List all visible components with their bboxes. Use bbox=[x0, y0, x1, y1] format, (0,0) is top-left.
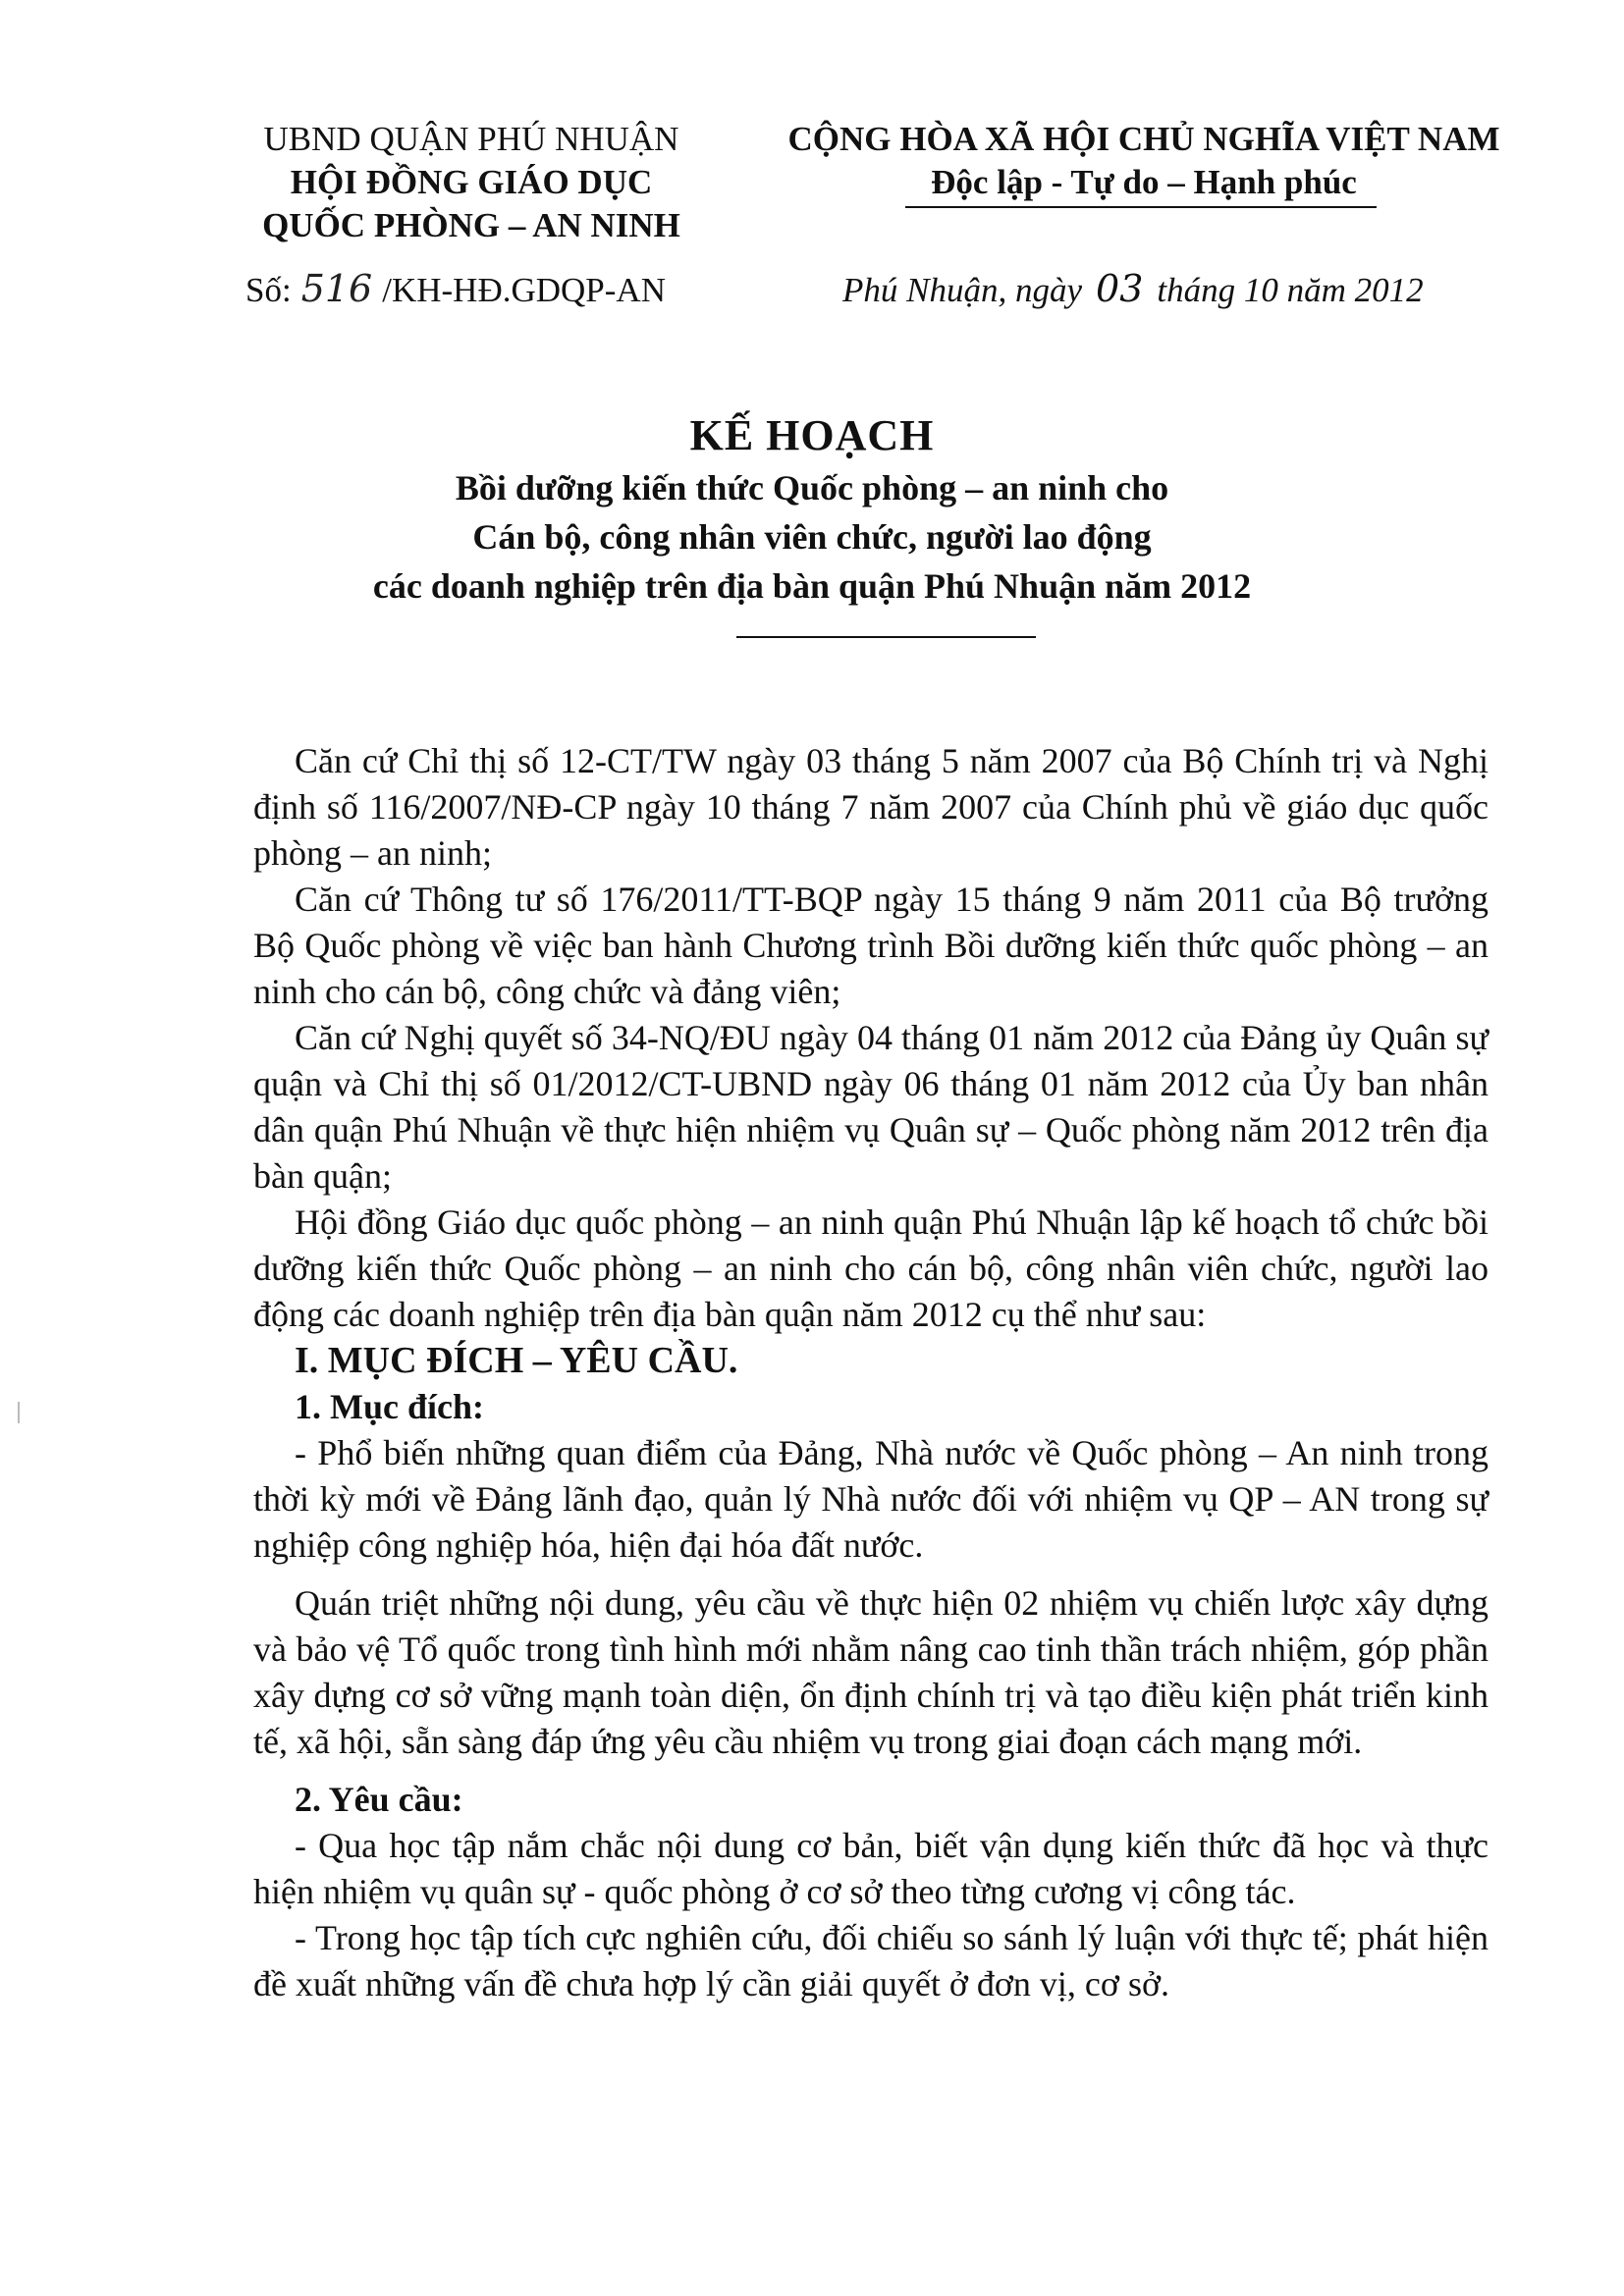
paragraph-legal-basis-2: Căn cứ Thông tư số 176/2011/TT-BQP ngày 15 tháng 9 năm 2011 của Bộ trưởng Bộ Quốc phòng về việc ban hành Chương trình Bồi dưỡng kiến thức quốc phòng – an ninh cho cán bộ, công chức và đảng viên; bbox=[253, 880, 1489, 1011]
scan-margin-mark bbox=[18, 1402, 20, 1423]
document-title: KẾ HOẠCH bbox=[689, 411, 935, 459]
national-title: CỘNG HÒA XÃ HỘI CHỦ NGHĨA VIỆT NAM bbox=[787, 120, 1500, 158]
date-suffix: tháng 10 năm 2012 bbox=[1157, 271, 1424, 309]
national-header bbox=[746, 118, 1542, 204]
paragraph-purpose-2: Quán triệt những nội dung, yêu cầu về thực hiện 02 nhiệm vụ chiến lược xây dựng và bảo vệ Tổ quốc trong tình hình mới nhằm nâng cao tinh thần trách nhiệm, góp phần xây dựng cơ sở vững mạnh toàn diện, ổn định chính trị và tạo điều kiện phát triển kinh tế, xã hội, sẵn sàng đáp ứng yêu cầu nhiệm vụ trong giai đoạn cách mạng mới. bbox=[253, 1583, 1489, 1761]
paragraph-requirement-1: - Qua học tập nắm chắc nội dung cơ bản, biết vận dụng kiến thức đã học và thực hiện nhiệm vụ quân sự - quốc phòng ở cơ sở theo từng cương vị công tác. bbox=[253, 1826, 1489, 1911]
authority-line-1: UBND QUẬN PHÚ NHUẬN bbox=[263, 120, 679, 158]
document-subtitle bbox=[0, 463, 1624, 611]
document-date bbox=[842, 267, 1424, 310]
doc-number-handwritten: 516 bbox=[300, 267, 373, 310]
section-heading-1: I. MỤC ĐÍCH – YÊU CẦU. bbox=[295, 1340, 738, 1381]
date-day-handwritten: 03 bbox=[1096, 267, 1144, 310]
document-body bbox=[253, 738, 1489, 2007]
paragraph-legal-basis-1: Căn cứ Chỉ thị số 12-CT/TW ngày 03 tháng 5 năm 2007 của Bộ Chính trị và Nghị định số 116/2007/NĐ-CP ngày 10 tháng 7 năm 2007 của Chính phủ về giáo dục quốc phòng – an ninh; bbox=[253, 741, 1489, 873]
subtitle-line-3: các doanh nghiệp trên địa bàn quận Phú Nhuận năm 2012 bbox=[372, 566, 1252, 606]
subheading-purpose: 1. Mục đích: bbox=[295, 1387, 484, 1426]
paragraph-requirement-2: - Trong học tập tích cực nghiên cứu, đối chiếu so sánh lý luận với thực tế; phát hiện đề xuất những vấn đề chưa hợp lý cần giải quyết ở đơn vị, cơ sở. bbox=[253, 1918, 1489, 2003]
paragraph-legal-basis-3: Căn cứ Nghị quyết số 34-NQ/ĐU ngày 04 tháng 01 năm 2012 của Đảng ủy Quân sự quận và Chỉ thị số 01/2012/CT-UBND ngày 06 tháng 01 năm 2012 của Ủy ban nhân dân quận Phú Nhuận về thực hiện nhiệm vụ Quân sự – Quốc phòng năm 2012 trên địa bàn quận; bbox=[253, 1018, 1489, 1196]
national-motto: Độc lập - Tự do – Hạnh phúc bbox=[931, 163, 1357, 201]
doc-number-prefix: Số: bbox=[245, 271, 292, 309]
subheading-requirements: 2. Yêu cầu: bbox=[295, 1780, 463, 1819]
motto-underline bbox=[905, 206, 1377, 208]
date-prefix: Phú Nhuận, ngày bbox=[842, 271, 1083, 309]
subtitle-line-1: Bồi dưỡng kiến thức Quốc phòng – an ninh cho bbox=[455, 468, 1169, 507]
title-divider bbox=[736, 636, 1036, 638]
subtitle-line-2: Cán bộ, công nhân viên chức, người lao động bbox=[472, 517, 1152, 557]
paragraph-purpose-1: - Phổ biến những quan điểm của Đảng, Nhà nước về Quốc phòng – An ninh trong thời kỳ mới về Đảng lãnh đạo, quản lý Nhà nước đối với nhiệm vụ QP – AN trong sự nghiệp công nghiệp hóa, hiện đại hóa đất nước. bbox=[253, 1433, 1489, 1565]
authority-line-2: HỘI ĐỒNG GIÁO DỤC bbox=[290, 163, 653, 201]
issuing-authority bbox=[196, 118, 746, 247]
doc-number-suffix: /KH-HĐ.GDQP-AN bbox=[382, 271, 666, 309]
document-number bbox=[245, 267, 666, 310]
paragraph-intro: Hội đồng Giáo dục quốc phòng – an ninh quận Phú Nhuận lập kế hoạch tổ chức bồi dưỡng kiến thức Quốc phòng – an ninh cho cán bộ, công nhân viên chức, người lao động các doanh nghiệp trên địa bàn quận năm 2012 cụ thể như sau: bbox=[253, 1202, 1489, 1334]
authority-line-3: QUỐC PHÒNG – AN NINH bbox=[262, 206, 680, 244]
